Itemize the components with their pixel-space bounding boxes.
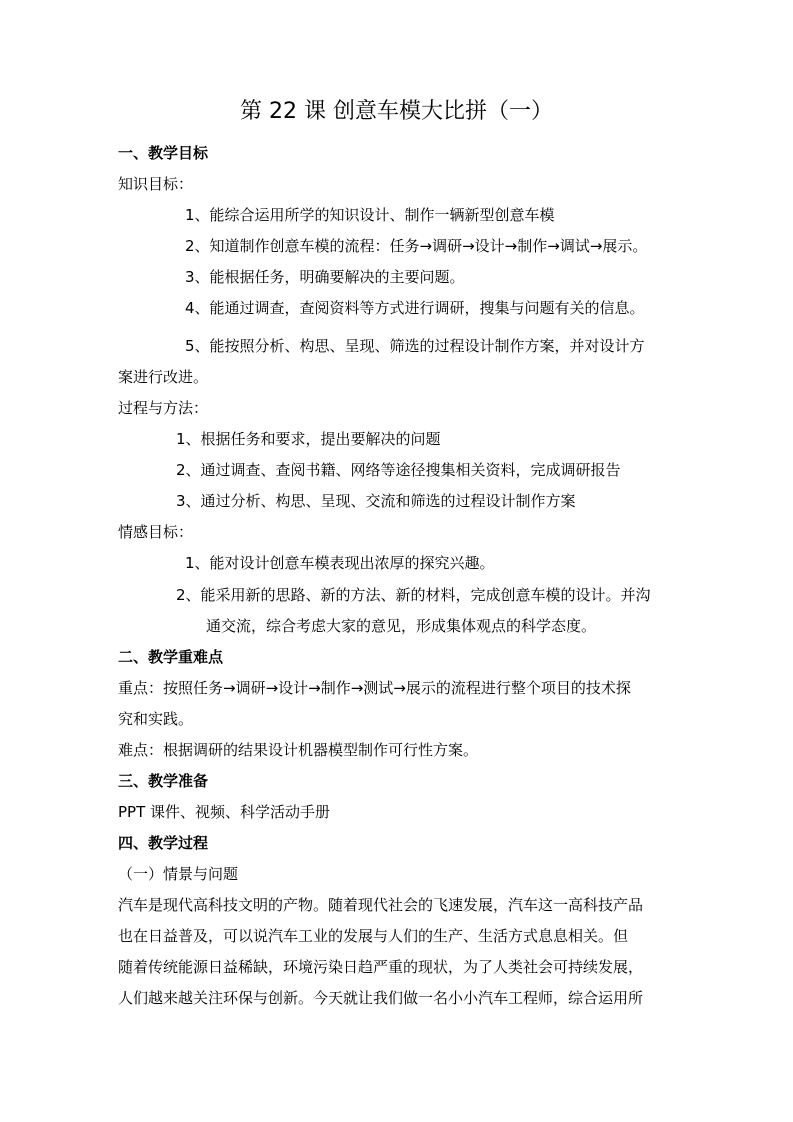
preparation-text: PPT 课件、视频、科学活动手册	[118, 803, 331, 821]
section-heading-objectives: 一、教学目标	[118, 144, 209, 162]
paragraph-line-4: 人们越来越关注环保与创新。今天就让我们做一名小小汽车工程师，综合运用所	[118, 989, 644, 1007]
knowledge-item-5: 5、能按照分析、构思、呈现、筛选的过程设计制作方案，并对设计方	[185, 337, 645, 355]
emotion-item-2-cont: 通交流，综合考虑大家的意见，形成集体观点的科学态度。	[206, 617, 597, 635]
process-item-3: 3、通过分析、构思、呈现、交流和筛选的过程设计制作方案	[176, 492, 576, 510]
knowledge-item-5-cont: 案进行改进。	[118, 368, 209, 386]
section-heading-key-points: 二、教学重难点	[118, 648, 224, 666]
process-item-1: 1、根据任务和要求，提出要解决的问题	[176, 430, 441, 448]
paragraph-line-3: 随着传统能源日益稀缺，环境污染日趋严重的现状，为了人类社会可持续发展，	[118, 958, 644, 976]
knowledge-item-4: 4、能通过调查，查阅资料等方式进行调研，搜集与问题有关的信息。	[185, 299, 645, 317]
process-item-2: 2、通过调查、查阅书籍、网络等途径搜集相关资料，完成调研报告	[176, 461, 621, 479]
key-point-line-2: 究和实践。	[118, 710, 194, 728]
emotion-item-2: 2、能采用新的思路、新的方法、新的材料，完成创意车模的设计。并沟	[176, 586, 651, 604]
paragraph-line-1: 汽车是现代高科技文明的产物。随着现代社会的飞速发展，汽车这一高科技产品	[118, 896, 644, 914]
knowledge-objectives-label: 知识目标：	[118, 175, 194, 193]
section-heading-preparation: 三、教学准备	[118, 772, 209, 790]
emotion-item-1: 1、能对设计创意车模表现出浓厚的探究兴趣。	[185, 554, 495, 572]
document-title: 第 22 课 创意车模大比拼（一）	[240, 99, 553, 124]
knowledge-item-2: 2、知道制作创意车模的流程：任务→调研→设计→制作→调试→展示。	[185, 237, 648, 255]
paragraph-line-2: 也在日益普及，可以说汽车工业的发展与人们的生产、生活方式息息相关。但	[118, 927, 629, 945]
subsection-scenario: （一）情景与问题	[118, 865, 239, 883]
key-point-line-1: 重点：按照任务→调研→设计→制作→测试→展示的流程进行整个项目的技术探	[118, 679, 631, 697]
knowledge-item-1: 1、能综合运用所学的知识设计、制作一辆新型创意车模	[185, 206, 555, 224]
process-methods-label: 过程与方法：	[118, 399, 209, 417]
knowledge-item-3: 3、能根据任务，明确要解决的主要问题。	[185, 268, 465, 286]
difficulty-point: 难点：根据调研的结果设计机器模型制作可行性方案。	[118, 741, 479, 759]
emotion-objectives-label: 情感目标：	[118, 523, 194, 541]
section-heading-process: 四、教学过程	[118, 834, 209, 852]
